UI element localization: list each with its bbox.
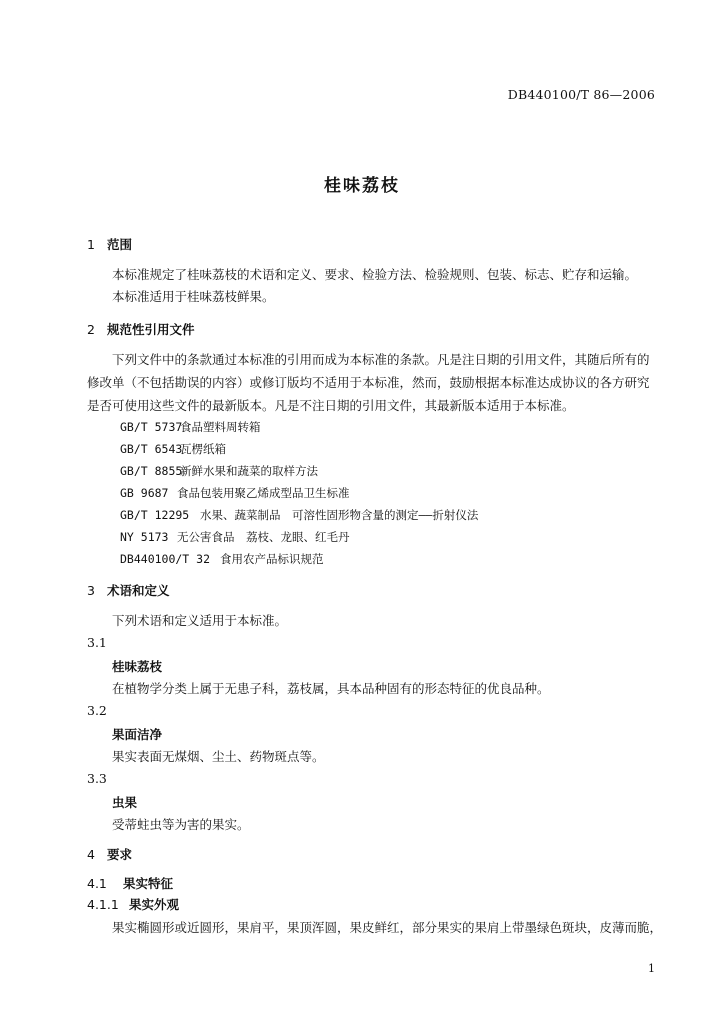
reference-code: NY 5173: [120, 530, 169, 544]
subsubsection-heading: [87, 895, 179, 913]
paragraph: 本标准适用于桂味荔枝鲜果。: [112, 289, 275, 304]
term-definition: 在植物学分类上属于无患子科，荔枝属，具本品种固有的形态特征的优良品种。: [112, 681, 550, 696]
reference-code: GB/T 12295: [120, 508, 190, 522]
section-4-heading: [87, 845, 132, 863]
term-number: 3.1: [87, 635, 107, 650]
subsection-title: 果实特征: [123, 876, 174, 891]
paragraph-line: 是否可使用这些文件的最新版本。凡是不注日期的引用文件，其最新版本适用于本标准。: [87, 398, 575, 413]
term-definition: 果实表面无煤烟、尘土、药物斑点等。: [112, 749, 325, 764]
paragraph: 本标准规定了桂味荔枝的术语和定义、要求、检验方法、检验规则、包装、标志、贮存和运输。: [112, 267, 638, 282]
term-number: 3.2: [87, 703, 107, 718]
paragraph: 果实椭圆形或近圆形，果肩平，果顶浑圆，果皮鲜红，部分果实的果肩上带墨绿色斑块，皮薄而脆，: [112, 920, 663, 935]
page-number: 1: [648, 962, 655, 975]
reference-code: GB 9687: [120, 486, 169, 500]
section-number: 3: [87, 583, 95, 598]
reference-item: [120, 463, 318, 479]
paragraph-line: 修改单（不包括勘误的内容）或修订版均不适用于本标准，然而，鼓励根据本标准达成协议的各方研究: [87, 375, 650, 390]
reference-item: [120, 551, 324, 567]
reference-item: [120, 419, 261, 435]
section-title: 要求: [107, 847, 133, 862]
reference-title: 食用农产品标识规范: [220, 552, 324, 566]
standard-number: DB440100/T 86—2006: [507, 87, 655, 102]
section-number: 1: [87, 237, 95, 252]
term-name: 虫果: [112, 795, 138, 810]
term-number: 3.3: [87, 771, 107, 786]
section-title: 范围: [107, 237, 133, 252]
section-3-heading: [87, 581, 170, 599]
subsubsection-number: 4.1.1: [87, 897, 119, 912]
subsection-number: 4.1: [87, 876, 107, 891]
section-title: 规范性引用文件: [107, 322, 195, 337]
section-number: 2: [87, 322, 95, 337]
reference-title: 无公害食品 荔枝、龙眼、红毛丹: [177, 530, 350, 544]
reference-item: [120, 485, 350, 501]
reference-code: DB440100/T 32: [120, 552, 211, 566]
reference-code: GB/T 5737: [120, 420, 183, 434]
reference-title: 新鲜水果和蔬菜的取样方法: [180, 464, 318, 478]
reference-item: [120, 507, 478, 523]
reference-title: 食品包装用聚乙烯成型品卫生标准: [177, 486, 350, 500]
reference-item: [120, 529, 350, 545]
section-2-heading: [87, 320, 195, 338]
reference-item: [120, 441, 226, 457]
reference-title: 食品塑料周转箱: [180, 420, 261, 434]
subsection-heading: [87, 874, 173, 892]
paragraph: 下列术语和定义适用于本标准。: [112, 613, 288, 628]
reference-title: 瓦楞纸箱: [180, 442, 226, 456]
paragraph-line: 下列文件中的条款通过本标准的引用而成为本标准的条款。凡是注日期的引用文件，其随后所有的: [112, 352, 650, 367]
section-title: 术语和定义: [107, 583, 170, 598]
reference-title: 水果、蔬菜制品 可溶性固形物含量的测定——折射仪法: [200, 508, 479, 522]
subsubsection-title: 果实外观: [129, 897, 180, 912]
section-1-heading: [87, 235, 132, 253]
document-title: 桂味荔枝: [324, 176, 400, 196]
term-definition: 受蒂蛀虫等为害的果实。: [112, 817, 250, 832]
term-name: 桂味荔枝: [112, 659, 163, 674]
reference-code: GB/T 8855: [120, 464, 183, 478]
section-number: 4: [87, 847, 95, 862]
term-name: 果面洁净: [112, 727, 163, 742]
reference-code: GB/T 6543: [120, 442, 183, 456]
